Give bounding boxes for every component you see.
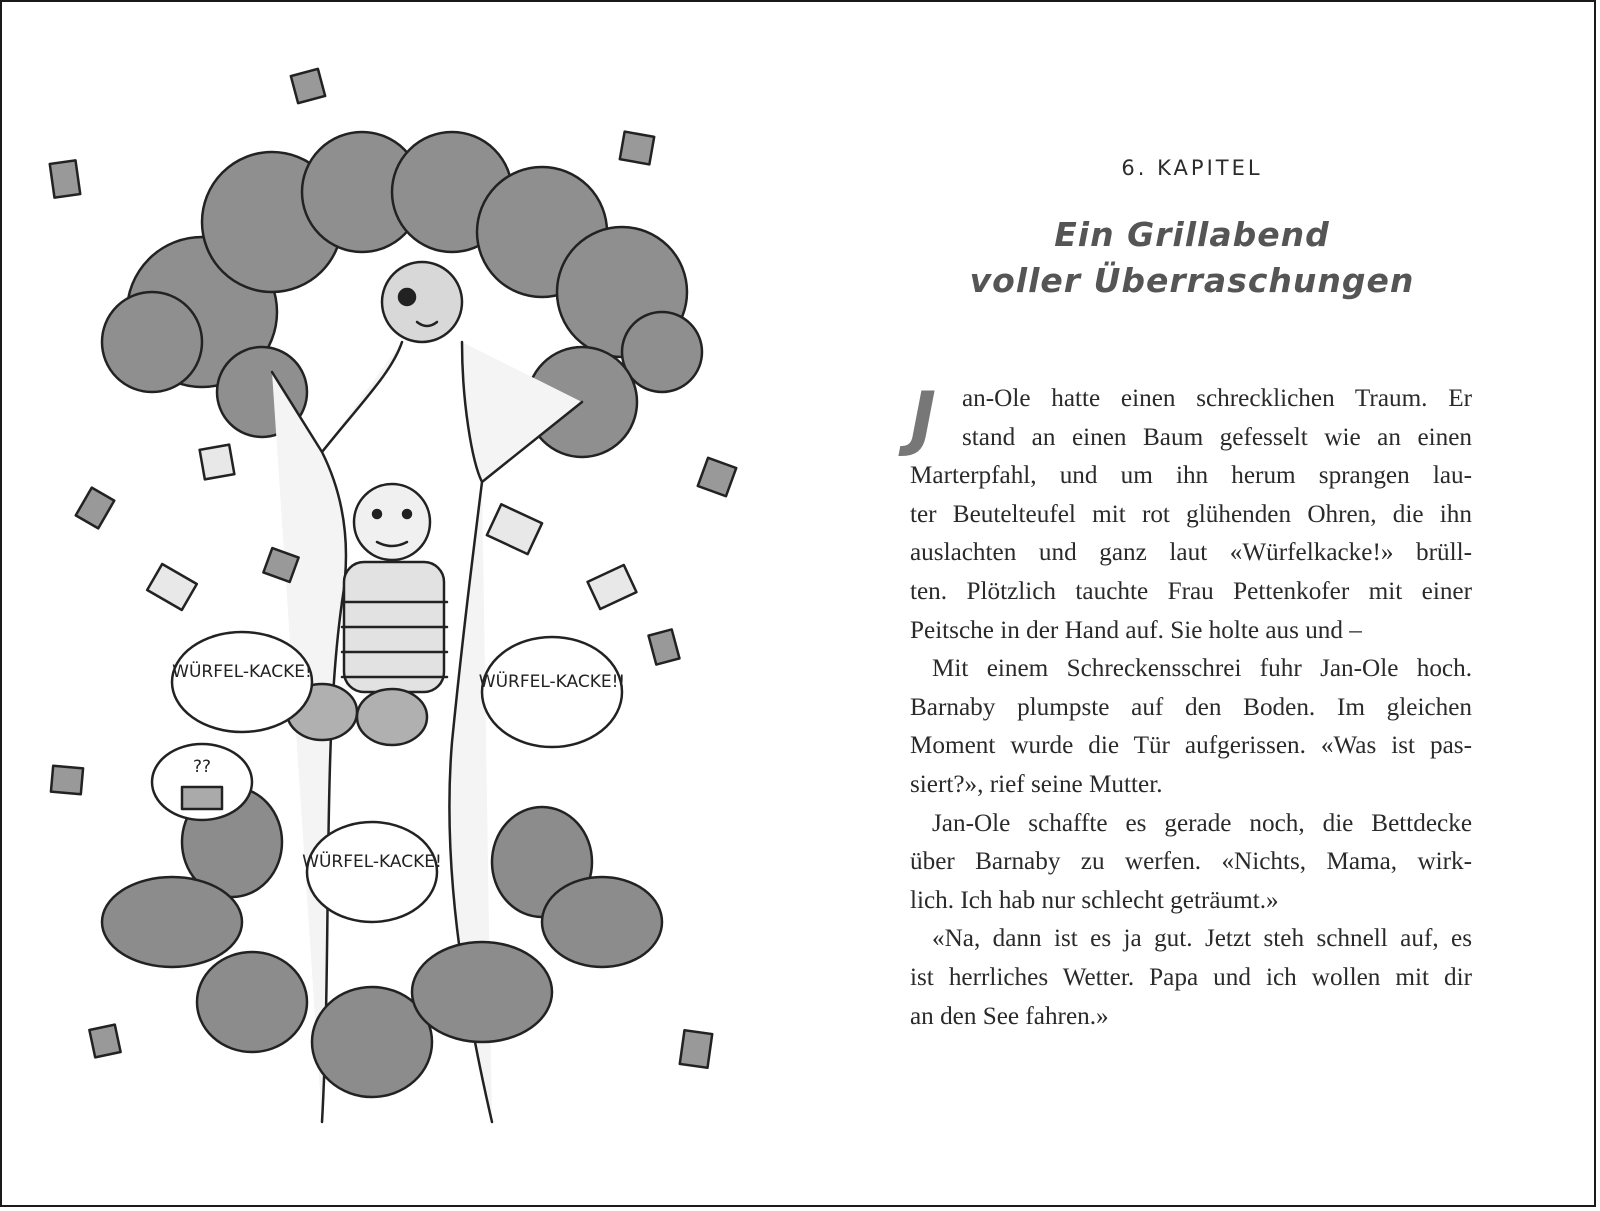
text-line: siert?», rief seine Mutter.	[910, 770, 1163, 798]
text-line: lich. Ich hab nur schlecht geträumt.»	[910, 886, 1279, 914]
speech-bubble-1: WÜRFEL-KACKE!	[172, 662, 312, 682]
text-line: über Barnaby zu werfen. «Nichts, Mama, wirk-	[910, 848, 1472, 876]
text-line: Moment wurde die Tür aufgerissen. «Was ist pas-	[910, 732, 1472, 760]
text-line: «Na, dann ist es ja gut. Jetzt steh schnell auf, es	[932, 925, 1472, 953]
text-line: ten. Plötzlich tauchte Frau Pettenkofer mit einer	[910, 577, 1472, 605]
speech-bubble-2: WÜRFEL-KACKE!!	[478, 672, 626, 692]
thought-bubble: ??	[192, 757, 212, 777]
text-line: ist herrliches Wetter. Papa und ich wollen mit dir	[910, 963, 1472, 991]
text-line: Jan-Ole schaffte es gerade noch, die Bettdecke	[932, 809, 1472, 837]
speech-bubble-3: WÜRFEL-KACKE!	[302, 852, 442, 872]
chapter-title-line-1: Ein Grillabend	[1054, 215, 1330, 254]
tree-illustration	[22, 42, 762, 1182]
chapter-title-line-2: voller Überraschungen	[969, 261, 1415, 300]
text-line: an-Ole hatte einen schrecklichen Traum. Er	[962, 385, 1472, 412]
text-line: an den See fahren.»	[910, 1002, 1109, 1030]
text-line: Marterpfahl, und um ihn herum sprangen lau-	[910, 462, 1472, 490]
text-line: stand an einen Baum gefesselt wie an einen	[962, 423, 1472, 451]
body-text	[910, 377, 1472, 1036]
drop-cap: J	[910, 377, 937, 459]
bear-figure	[382, 262, 462, 342]
text-line: ter Beutelteufel mit rot glühenden Ohren, die ihn	[910, 500, 1472, 528]
text-line: Barnaby plumpste auf den Boden. Im gleichen	[910, 693, 1472, 721]
chapter-label: 6. KAPITEL	[1121, 156, 1263, 180]
text-line: Mit einem Schreckensschrei fuhr Jan-Ole hoch.	[932, 655, 1472, 683]
chapter-title	[922, 212, 1462, 304]
text-line: Peitsche in der Hand auf. Sie holte aus und –	[910, 616, 1362, 644]
text-line: auslachten und ganz laut «Würfelkacke!» brüll-	[910, 539, 1472, 567]
